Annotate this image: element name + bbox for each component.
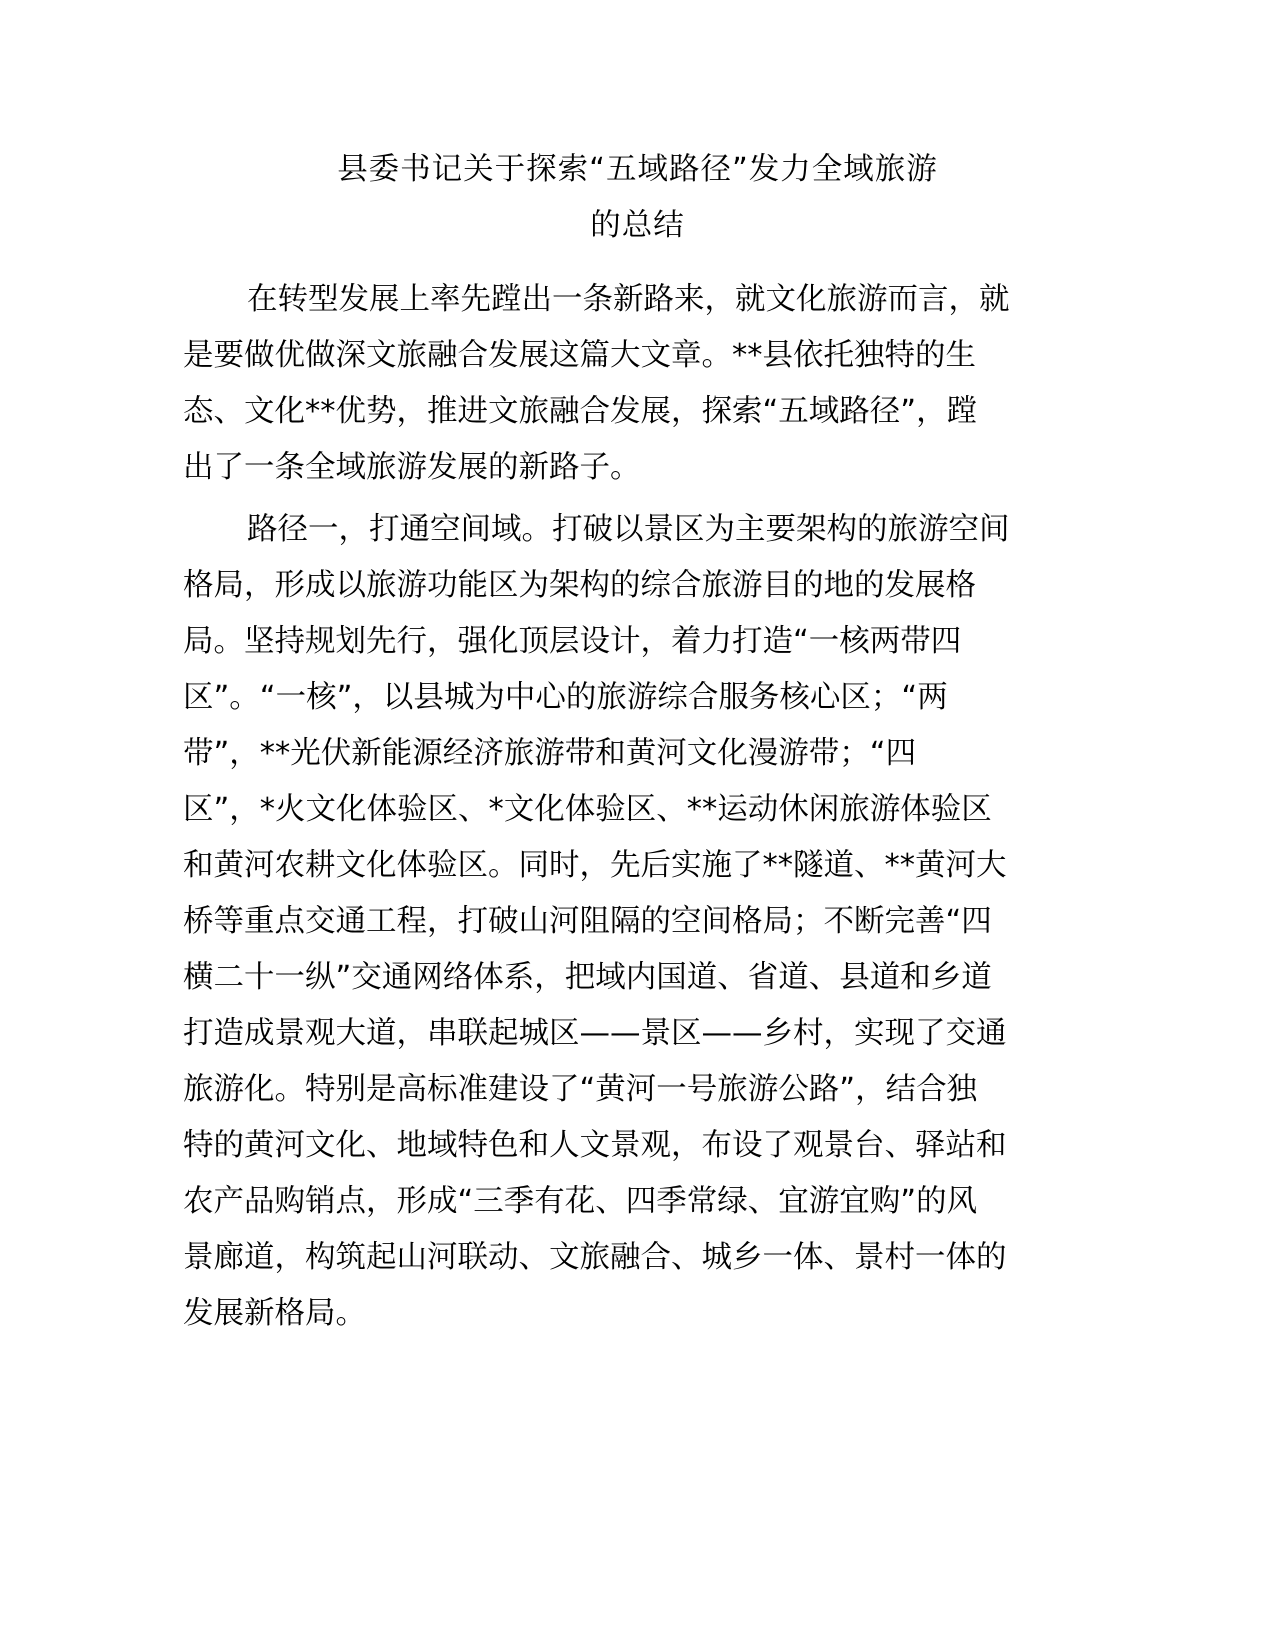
text-line: 旅游化。特别是高标准建设了“黄河一号旅游公路”，结合独	[183, 1072, 978, 1107]
text-line: 桥等重点交通工程，打破山河阻隔的空间格局；不断完善“四	[183, 904, 992, 939]
text-line: 区”。“一核”，以县城为中心的旅游综合服务核心区；“两	[183, 680, 948, 715]
text-line: 态、文化**优势，推进文旅融合发展，探索“五域路径”，蹚	[183, 394, 978, 429]
text-line: 和黄河农耕文化体验区。同时，先后实施了**隧道、**黄河大	[183, 848, 1007, 883]
text-line: 特的黄河文化、地域特色和人文景观，布设了观景台、驿站和	[183, 1128, 1007, 1163]
document-title	[150, 142, 1125, 254]
text-line: 区”，*火文化体验区、*文化体验区、**运动休闲旅游体验区	[183, 792, 992, 827]
text-line: 在转型发展上率先蹚出一条新路来，就文化旅游而言，就	[247, 282, 1010, 317]
paragraph-intro	[183, 272, 1043, 496]
text-line: 发展新格局。	[183, 1296, 366, 1331]
text-line: 带”，**光伏新能源经济旅游带和黄河文化漫游带；“四	[183, 736, 917, 771]
title-line-2: 的总结	[590, 208, 685, 243]
text-line: 出了一条全域旅游发展的新路子。	[183, 450, 641, 485]
text-line: 横二十一纵”交通网络体系，把域内国道、省道、县道和乡道	[183, 960, 992, 995]
text-line: 格局，形成以旅游功能区为架构的综合旅游目的地的发展格	[183, 568, 976, 603]
text-line: 景廊道，构筑起山河联动、文旅融合、城乡一体、景村一体的	[183, 1240, 1007, 1275]
document-body	[183, 272, 1043, 1348]
text-line: 打造成景观大道，串联起城区——景区——乡村，实现了交通	[183, 1016, 1007, 1051]
text-line: 农产品购销点，形成“三季有花、四季常绿、宜游宜购”的风	[183, 1184, 978, 1219]
text-line: 是要做优做深文旅融合发展这篇大文章。**县依托独特的生	[183, 338, 976, 373]
paragraph-path-one	[183, 502, 1043, 1342]
title-line-1: 县委书记关于探索“五域路径”发力全域旅游	[337, 152, 938, 187]
text-line: 路径一，打通空间域。打破以景区为主要架构的旅游空间	[247, 512, 1010, 547]
text-line: 局。坚持规划先行，强化顶层设计，着力打造“一核两带四	[183, 624, 962, 659]
